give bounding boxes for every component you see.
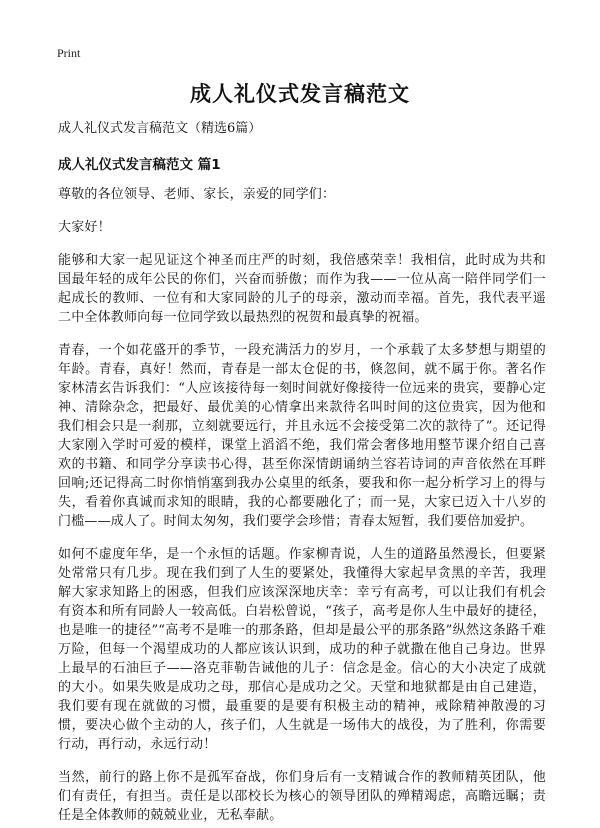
greeting-paragraph: 大家好！ [58,220,111,235]
body-paragraph: 如何不虚度年华，是一个永恒的话题。作家柳青说，人生的道路虽然漫长，但要紧处常常只有几步。现在我们到了人生的要紧处，我懂得大家起早贪黑的辛苦，我理解大家求知路上的困惑，但我们应该深深地庆幸：幸亏有高考，可以让我们有机会有资本和所有同龄人一较高低。白岩松曾说，“孩子，高考是你人生中最好的捷径，也是唯一的捷径”“高考不是唯一的那条路，但却是最公平的那条路”纵然这条路千难万险，但每一个渴望成功的人都应该认识到，成功的种子就撒在他自己身边。世界上最早的石油巨子——洛克菲勒告诫他的儿子：信念是金。信心的大小决定了成就的大小。如果失败是成功之母，那信心是成功之父。天堂和地狱都是由自己建造，我们要有现在就做的习惯，最重要的是要有积极主动的精神，戒除精神散漫的习惯，要决心做个主动的人，孩子们，人生就是一场伟大的战役，为了胜利，你需要行动，再行动，永远行动！ [58,547,546,752]
body-paragraph: 当然，前行的路上你不是孤军奋战，你们身后有一支精诚合作的教师精英团队，他们有责任，有担当。责任是以邵校长为核心的领导团队的殚精竭虑，高瞻远瞩；责任是全体教师的兢兢业业，无私奉献。 [58,770,546,823]
page-title: 成人礼仪式发言稿范文 [190,82,410,106]
section-heading: 成人礼仪式发言稿范文 篇1 [58,157,221,173]
document-subtitle: 成人礼仪式发言稿范文（精选6篇） [58,121,262,136]
document-body [58,119,546,828]
body-paragraph: 能够和大家一起见证这个神圣而庄严的时刻，我倍感荣幸！我相信，此时成为共和国最年轻的成年公民的你们，兴奋而骄傲；而作为我——一位从高一陪伴同学们一起成长的教师、一位有和大家同龄的儿子的母亲，激动而幸福。首先，我代表平遥二中全体教师向每一位同学致以最热烈的祝贺和最真挚的祝福。 [58,253,546,325]
salutation-paragraph: 尊敬的各位领导、老师、家长，亲爱的同学们： [58,187,336,202]
body-paragraph: 青春，一个如花盛开的季节，一段充满活力的岁月，一个承载了太多梦想与期望的年龄。青春，真好！然而，青春是一部太仓促的书，倏忽间，就不属于你。著名作家林清玄告诉我们：“人应该接待每一刻时间就好像接待一位远来的贵宾，要静心定神、清除杂念，把最好、最优美的心情拿出来款待名叫时间的这位贵宾，因为他和我们相会只是一刹那，立刻就要远行，并且永远不会接受第二次的款待了”。还记得大家刚入学时可爱的模样，课堂上滔滔不绝，我们常会奢侈地用整节课介绍自己喜欢的书籍、和同学分享读书心得，甚至你深情朗诵纳兰容若诗词的声音依然在耳畔回响;还记得高二时你悄悄塞到我办公桌里的纸条，要我和你一起分析学习上的得与失，看着你真诚而求知的眼睛，我的心都要融化了；而一晃，大家已迈入十八岁的门槛——成人了。时间太匆匆，我们要学会珍惜；青春太短暂，我们要倍加爱护。 [58,343,546,529]
print-link[interactable]: Print [57,46,81,60]
